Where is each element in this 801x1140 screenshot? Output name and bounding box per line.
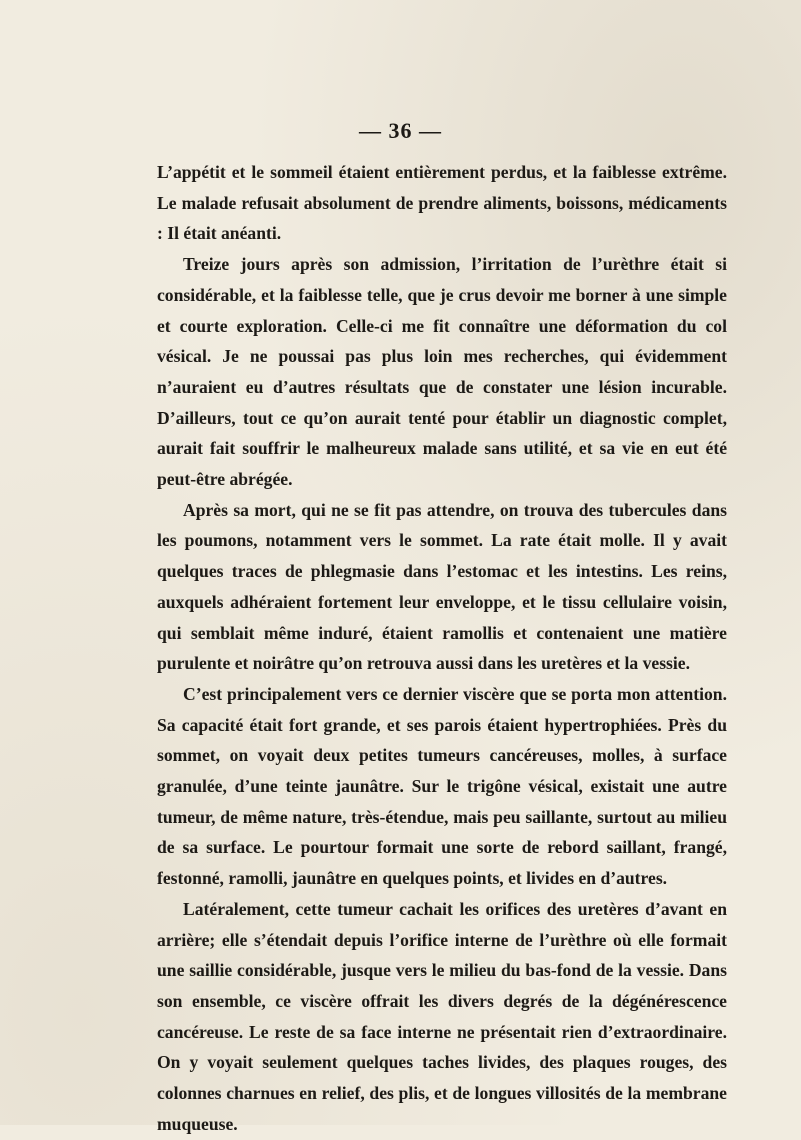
paragraph-4: C’est principalement vers ce dernier viscère que se porta mon attention. Sa capacité était fort grande, et ses parois étaient hypertrophiées. Près du sommet, on voyait deux petites tumeurs cancéreuses, molles, à surface granulée, d’une teinte jaunâtre. Sur le trigône vésical, existait une autre tumeur, de même nature, très-étendue, mais peu saillante, surtout au milieu de sa surface. Le pourtour formait une sorte de rebord saillant, frangé, festonné, ramolli, jaunâtre en quelques points, et livides en d’autres.	[157, 683, 727, 889]
page-number: — 36 —	[359, 118, 442, 143]
paragraph-5: Latéralement, cette tumeur cachait les orifices des uretères d’avant en arrière; elle s’étendait depuis l’orifice interne de l’urèthre où elle formait une saillie considérable, jusque vers le milieu du bas-fond de la vessie. Dans son ensemble, ce viscère offrait les divers degrés de la dégénérescence cancéreuse. Le reste de sa face interne ne présentait rien d’extraordinaire. On y voyait seulement quelques taches livides, des plaques rouges, des colonnes charnues en relief, des plis, et de longues villosités de la membrane muqueuse.	[157, 898, 727, 1134]
paragraph-1: L’appétit et le sommeil étaient entièrement perdus, et la faiblesse extrême. Le malade refusait absolument de prendre aliments, boissons, médicaments : Il était anéanti.	[157, 162, 727, 244]
body-text	[157, 157, 727, 1140]
paragraph-3: Après sa mort, qui ne se fit pas attendre, on trouva des tubercules dans les poumons, notamment vers le sommet. La rate était molle. Il y avait quelques traces de phlegmasie dans l’estomac et les intestins. Les reins, auxquels adhéraient fortement leur enveloppe, et le tissu cellulaire voisin, qui semblait même induré, étaient ramollis et contenaient une matière purulente et noirâtre qu’on retrouva aussi dans les uretères et la vessie.	[157, 499, 727, 674]
paragraph-2: Treize jours après son admission, l’irritation de l’urèthre était si considérable, et la faiblesse telle, que je crus devoir me borner à une simple et courte exploration. Celle-ci me fit connaître une déformation du col vésical. Je ne poussai pas plus loin mes recherches, qui évidemment n’auraient eu d’autres résultats que de constater une lésion incurable. D’ailleurs, tout ce qu’on aurait tenté pour établir un diagnostic complet, aurait fait souffrir le malheureux malade sans utilité, et sa vie en eut été peut-être abrégée.	[157, 254, 727, 490]
